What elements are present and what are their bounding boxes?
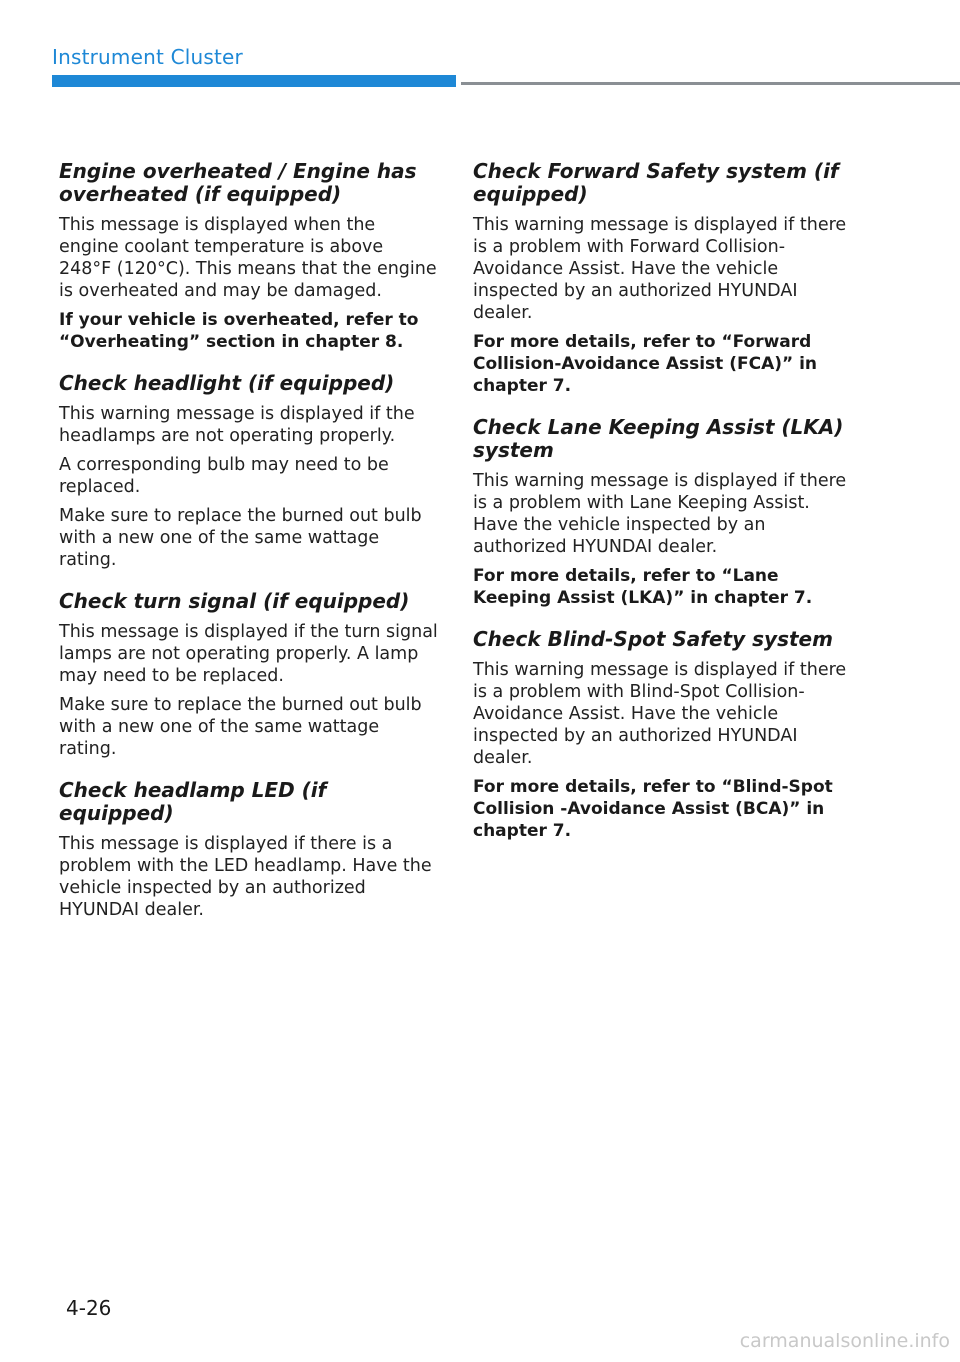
header-accent-bar: [52, 75, 456, 87]
section: [473, 628, 853, 842]
body-paragraph: A corresponding bulb may need to be replaced.: [59, 455, 389, 497]
section-heading: Check headlight (if equipped): [59, 371, 395, 395]
body-paragraph: This message is displayed when the engine coolant temperature is above 248°F (120°C). This means that the engine is overheated and may be damaged.: [59, 215, 437, 301]
section: [59, 160, 439, 353]
body-paragraph: This message is displayed if the turn signal lamps are not operating properly. A lamp may need to be replaced.: [59, 622, 438, 686]
chapter-title: Instrument Cluster: [52, 45, 243, 69]
section: [59, 372, 439, 571]
watermark: carmanualsonline.info: [739, 1330, 950, 1352]
reference-note: For more details, refer to “Forward Collision-Avoidance Assist (FCA)” in chapter 7.: [473, 332, 818, 396]
reference-note: For more details, refer to “Blind-Spot Collision -Avoidance Assist (BCA)” in chapter 7.: [473, 777, 833, 841]
body-paragraph: Make sure to replace the burned out bulb with a new one of the same wattage rating.: [59, 695, 422, 759]
body-paragraph: Make sure to replace the burned out bulb with a new one of the same wattage rating.: [59, 506, 422, 570]
body-paragraph: This message is displayed if there is a problem with the LED headlamp. Have the vehicle inspected by an authorized HYUNDAI dealer.: [59, 834, 432, 920]
section: [59, 590, 439, 760]
body-paragraph: This warning message is displayed if there is a problem with Lane Keeping Assist. Have the vehicle inspected by an authorized HYUNDAI dealer.: [473, 471, 847, 557]
right-column: [473, 160, 853, 849]
section: [59, 779, 439, 921]
section-heading: Check Lane Keeping Assist (LKA) system: [473, 415, 844, 462]
reference-note: For more details, refer to “Lane Keeping Assist (LKA)” in chapter 7.: [473, 566, 813, 608]
reference-note: If your vehicle is overheated, refer to “Overheating” section in chapter 8.: [59, 310, 419, 352]
section-heading: Check Forward Safety system (if equipped): [473, 159, 839, 206]
section-heading: Check turn signal (if equipped): [59, 589, 410, 613]
section-heading: Engine overheated / Engine has overheated (if equipped): [59, 159, 417, 206]
section-heading: Check headlamp LED (if equipped): [59, 778, 327, 825]
left-column: [59, 160, 439, 928]
section: [473, 160, 853, 397]
body-paragraph: This warning message is displayed if the headlamps are not operating properly.: [59, 404, 415, 446]
page-number: 4-26: [66, 1296, 112, 1320]
section: [473, 416, 853, 609]
section-heading: Check Blind-Spot Safety system: [473, 627, 833, 651]
header-divider-line: [461, 82, 960, 85]
body-paragraph: This warning message is displayed if there is a problem with Blind-Spot Collision-Avoidance Assist. Have the vehicle inspected by an authorized HYUNDAI dealer.: [473, 660, 847, 768]
body-paragraph: This warning message is displayed if there is a problem with Forward Collision-Avoidance Assist. Have the vehicle inspected by an authorized HYUNDAI dealer.: [473, 215, 847, 323]
